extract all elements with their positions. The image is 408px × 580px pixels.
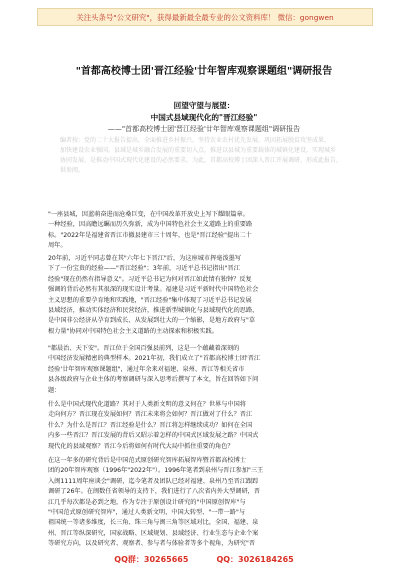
text-line: 入闽1111周年座谈会"调研，迄今笔者及团队已经对福建、泉州乃至晋江跟踪 — [48, 477, 259, 485]
text-line: 等研究方向，以及研究者、观察者、参与者与体验者等多个视角，为研究"晋 — [48, 540, 256, 548]
text-line: 什么？为什么是晋江？晋江经验是什么？晋江将怎样继续成功？如何在全国 — [48, 421, 253, 429]
text-line: 州、晋江等纵深研究，国家战略、区域规划、县域经济、行业生态与企业个案 — [48, 529, 259, 537]
footer-qq: QQ：3026184265 — [216, 555, 294, 564]
document-title: "首都高校博士团'晋江经验'廿年智库观察课题组"调研报告 — [75, 66, 333, 77]
editor-note-line: 编者按：党的二十大报告提出，全面推进乡村振兴，坚持农业农村优先发展，巩固拓展脱贫攻坚成果， — [60, 137, 331, 144]
text-line: "都晨治、天下安"。晋江位于全国百强县前列，这是一个蕴藏着深刻的 — [48, 345, 240, 352]
text-line: 什么是中国式现代化道路？其对于人类新文明的意义何在？世界与中国将 — [48, 401, 246, 408]
text-line: 经验'廿年智库观察课题组"，通过年余来对福建、泉州、晋江等相关省市 — [48, 365, 245, 373]
text-line: 标。"2022年是福建省晋江市撤县建市三十周年，也是"晋江经验"提出二十 — [48, 231, 252, 239]
text-line: "一座县城，因蓝萌奋进而沧桑巨变，在中国改革开放史上写下耀眼篇章。 — [48, 211, 249, 218]
text-line: 团的20年智库观察（1996年"2022年"）。1996年笔者到泉州与晋江参加"三王 — [48, 467, 264, 475]
paragraph-1 — [48, 210, 360, 252]
text-line: 下了一份宝贵的经验——"晋江经验"；3年前，习近平总书记指出"晋江 — [48, 265, 240, 273]
editor-note-line: 加快建设农业强国。县域是城乡融合发展的重要切入点，推进以县城为重要载体的城镇化建设，实现城乡 — [60, 147, 337, 154]
text-line: 主义思想的重要孕育地和实践地，"晋江经验"集中体现了习近平总书记发展 — [48, 296, 252, 304]
text-line: 县各级政府与企业主体的考察调研与深入思考后撰写了本文，旨在回答如下问 — [48, 376, 259, 384]
text-line: 经验"现在仍然有指导意义"。习近平总书记为何对晋江如此情有独钟？反复 — [48, 275, 252, 283]
text-line: 在这一年多的研究背后是中国范式原创研究智库拓展智库暨首都高校博士 — [48, 457, 246, 464]
byline: ——"首都高校博士团'晋江经验'廿年智库观察课题组"调研报告 — [107, 125, 301, 133]
text-line: 走向何方？晋江现在发展如何？晋江未来将会如何？晋江做对了什么？晋江 — [48, 411, 253, 419]
footer-qq-group: QQ群：30265665 — [114, 555, 189, 564]
promo-banner-text: 关注头条号"公文研究"，获得最新最全最专业的公文资料库！ 微信：gongwen — [76, 12, 334, 22]
paragraph-4 — [48, 400, 360, 452]
editor-note-line: 供参阅。 — [60, 167, 85, 174]
editor-note-line: 协同发展，是推动中国式现代化建设的必然要求。为此，首都高校博士团深入晋江开展调研，形成此报告， — [60, 157, 343, 164]
text-line: 周年。 — [48, 242, 67, 250]
text-line: 调研了26年。在闽数任省领导的支持下，我们进行了八次省内外大型调研，晋 — [48, 488, 261, 496]
text-line: 现代化的县域观察？晋江今后将如何有时代大局中抓住重要的角色？ — [48, 442, 234, 450]
section-heading-2: 中国式县域现代化的"晋江经验" — [150, 113, 258, 122]
text-line: 中国经济发展精密的典型样本。2021年初，我们成立了"首都高校博士团'晋江 — [48, 355, 261, 363]
paragraph-5 — [48, 456, 360, 550]
text-line: 是中国非公经济从孕育到成长、从发展到壮大的一个缩影，是地方政府与"草 — [48, 317, 256, 325]
text-line: 内多一些晋江？晋江发展的背后又昭示着怎样的中国式区域发展之路？中国式 — [48, 432, 259, 440]
promo-banner[interactable] — [37, 8, 373, 26]
editor-note — [60, 136, 348, 176]
text-line: 一种经验，因高瞻远瞩而历久弥新，成为中国特色社会主义道路上的重要路 — [48, 221, 253, 229]
text-line: "中国范式原创研究智库"，通过人类新文明、中国大转型、"一带一路"与 — [48, 508, 246, 516]
footer-contacts — [0, 554, 408, 570]
text-line: 根力量"协同对中国特色社会主义道路的主动探索和积极实践。 — [48, 327, 218, 335]
section-heading-1: 回望守望与展望： — [173, 101, 235, 110]
paragraph-2 — [48, 254, 360, 337]
text-line: 强调的背后必然有其很深的现实设计考量。福建是习近平新时代中国特色社会 — [48, 286, 259, 294]
text-line: 江几乎每次都是必到之地，作为专注于原创设计研究的"中国原创智库"与 — [48, 498, 246, 506]
text-line: 20年前，习近平同志曾在其"六年七下晋江"后，为这座城市挥毫泼墨写 — [48, 255, 242, 262]
paragraph-3 — [48, 344, 360, 396]
text-line: 题： — [48, 386, 61, 394]
text-line: 祖国统一等诸多维度，长三角、珠三角与闽三角等区域对比，全国、福建、泉 — [48, 519, 259, 527]
text-line: 县域经济，推动实体经济和民营经济，推进新型城镇化与县域现代化的思路， — [48, 306, 259, 314]
